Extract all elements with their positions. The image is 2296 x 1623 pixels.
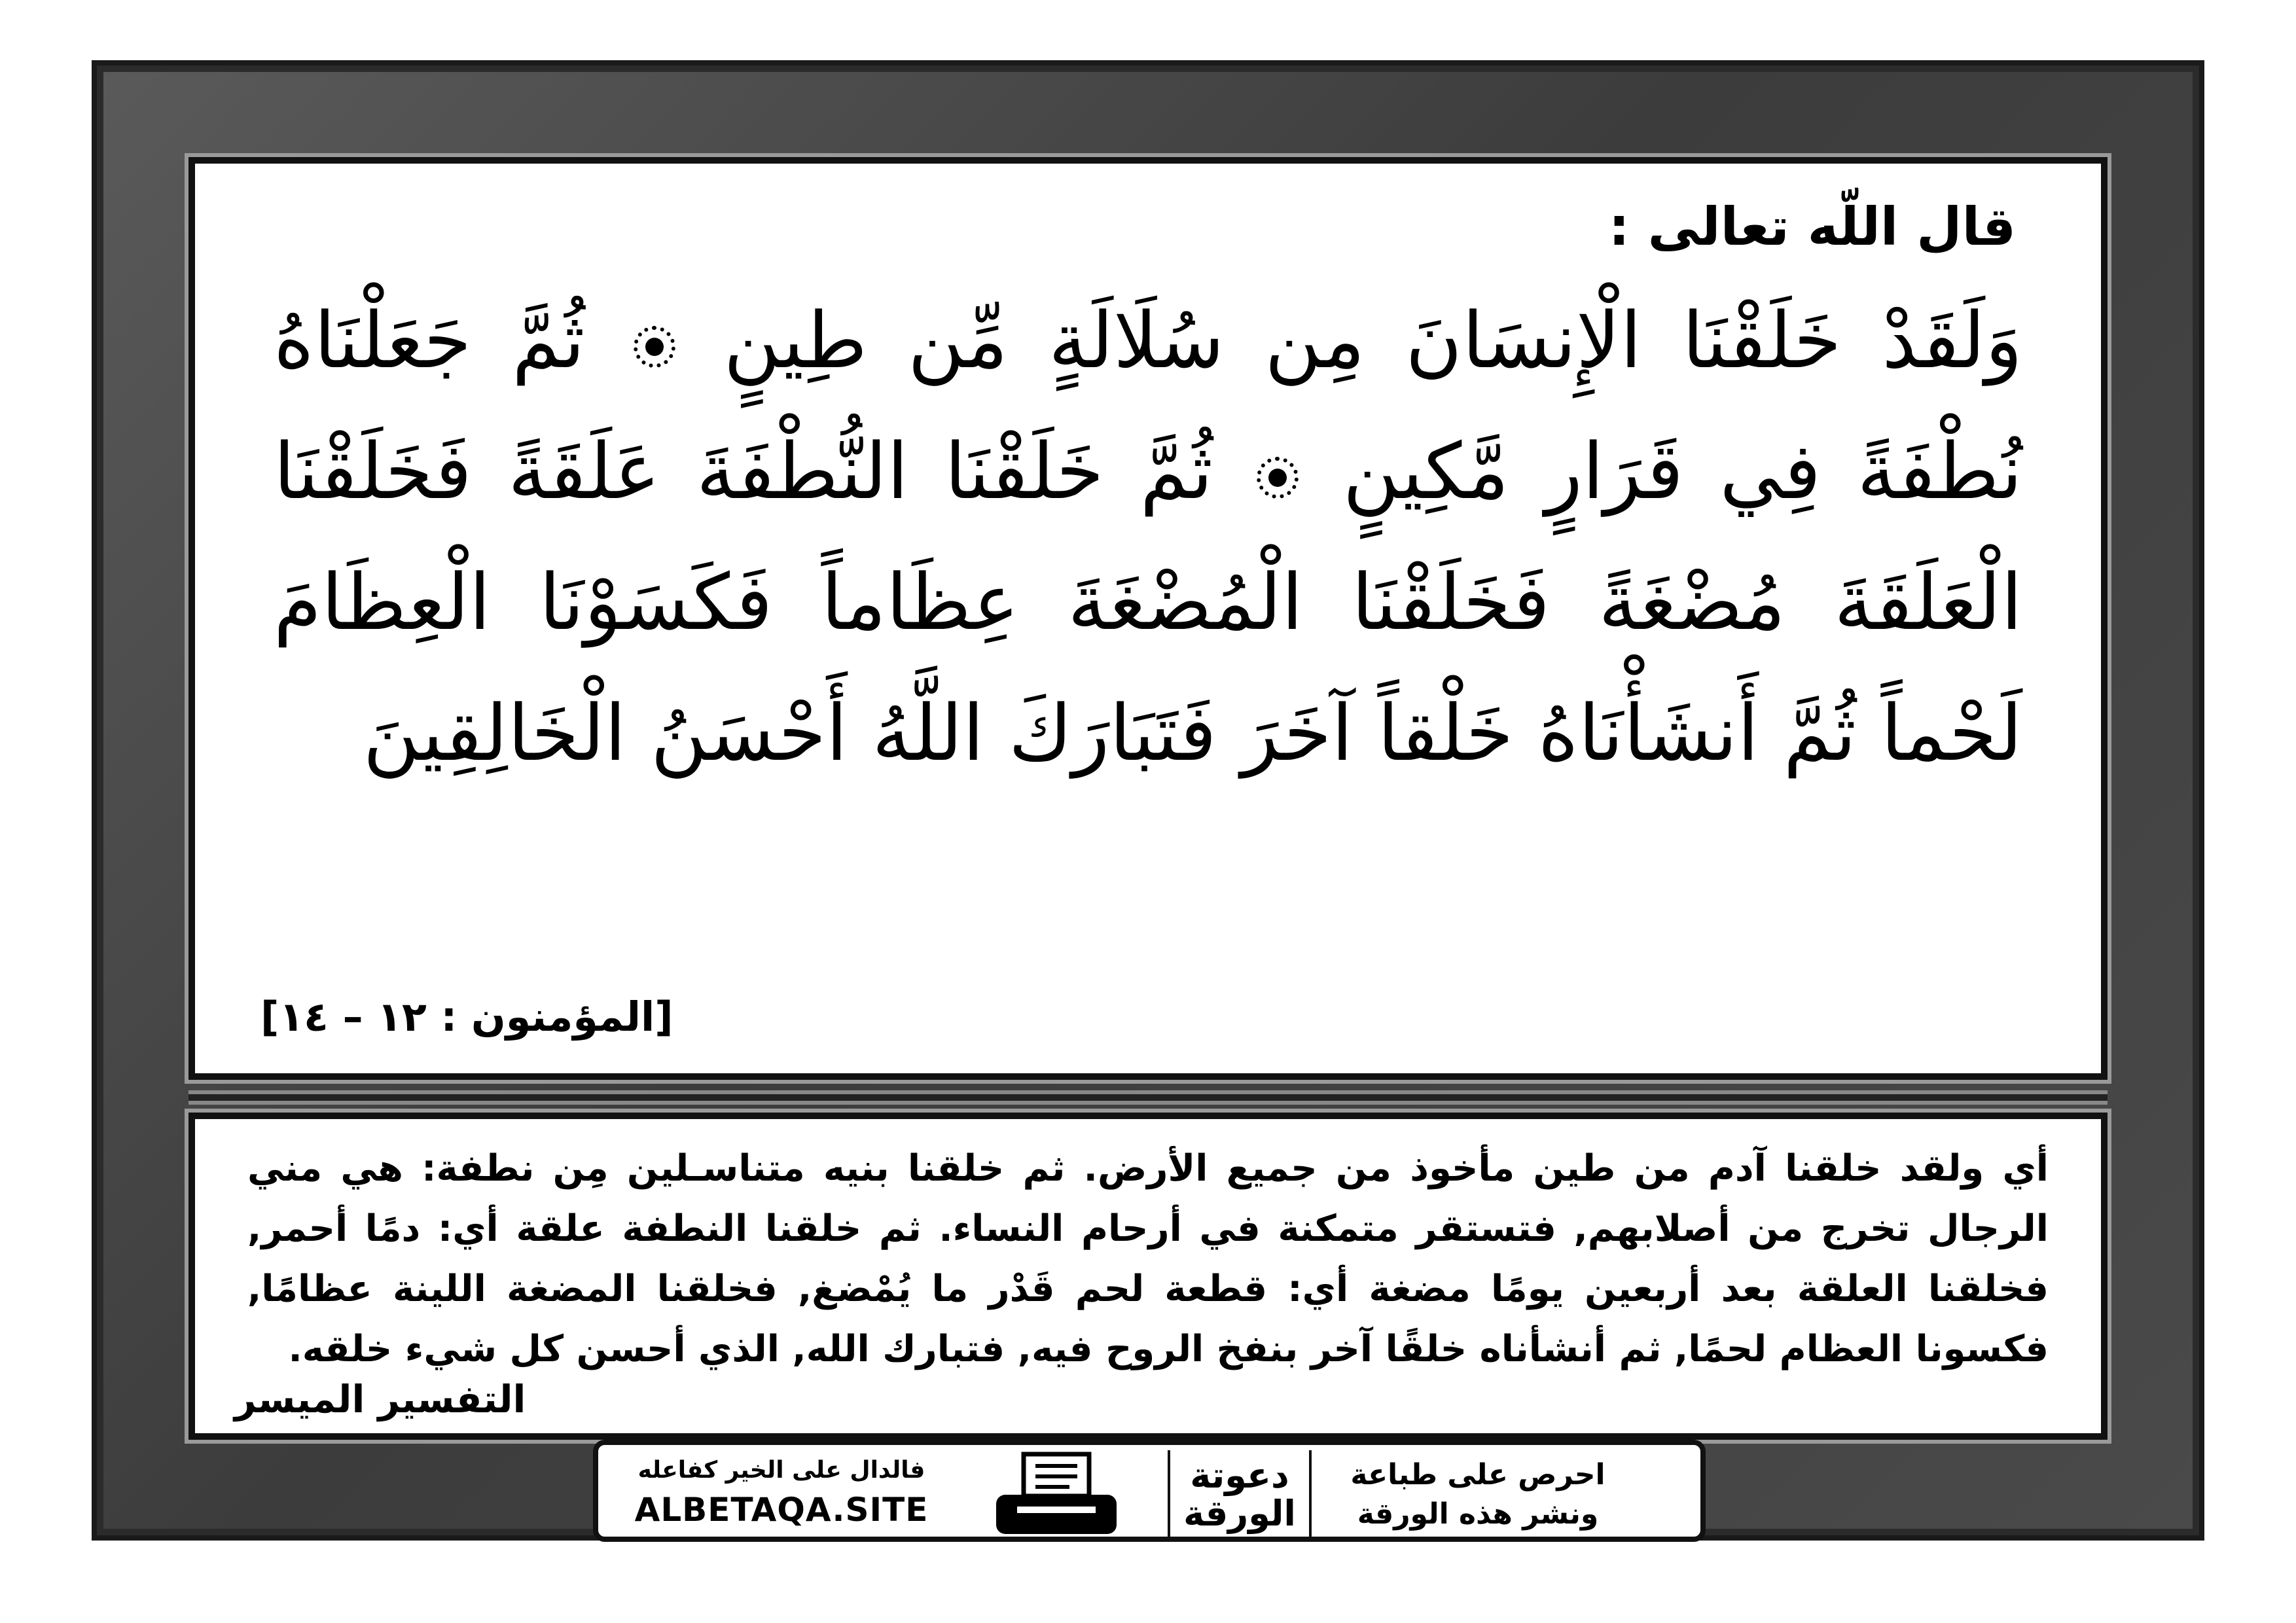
call-line-1: احرص على طباعة xyxy=(1350,1458,1605,1491)
logo-line-1: دعوتة xyxy=(1190,1455,1289,1496)
surah-reference: [المؤمنون : ١٢ – ١٤] xyxy=(260,993,673,1041)
footer-motto: فالدال على الخير كفاعله xyxy=(637,1457,925,1484)
verse-panel xyxy=(188,157,2108,1080)
print-call-to-action xyxy=(1295,1455,1661,1534)
verse-line-2: ثُمَّ جَعَلْنَاهُ نُطْفَةً فِي قَرَارٍ مَّكِينٍ xyxy=(274,295,2023,516)
site-link[interactable]: ALBETAQA.SITE xyxy=(634,1491,929,1529)
verse-line-3: ثُمَّ خَلَقْنَا النُّطْفَةَ عَلَقَةً فَخَلَقْنَا الْعَلَقَةَ مُضْغَةً فَخَلَقْنَا الْمُضْغَةَ عِظَاماً فَكَسَوْنَا الْعِظَامَ لَحْماً ثُمَّ أَنشَأْنَاهُ خَلْقاً آخَرَ فَتَبَارَكَ اللَّهُ أَحْسَنُ الْخَالِقِينَ xyxy=(274,426,2022,778)
call-line-2: ونشر هذه الورقة xyxy=(1357,1497,1599,1531)
printer-icon xyxy=(991,1452,1122,1538)
panel-divider xyxy=(188,1090,2108,1105)
ayah-end-marker-icon xyxy=(1257,457,1299,499)
verse-intro: قال اللّه تعالى : xyxy=(1608,196,2016,257)
tafsir-panel xyxy=(188,1113,2108,1440)
quran-verse xyxy=(274,275,2022,798)
ayah-end-marker-icon xyxy=(634,326,675,368)
daawat-alwaraqa-logo xyxy=(1168,1450,1312,1539)
tafsir-text: أي ولقد خلقنا آدم من طين مأخوذ من جميع الأرض. ثم خلقنا بنيه متناسـلين مِن نطفة: هي مني الرجال تخرج من أصلابهم, فتستقر متمكنة في أرحام النساء. ثم خلقنا النطفة علقة أي: دمًا أحمر, فخلقنا العلقة بعد أربعين يومًا مضغة أي: قطعة لحم قَدْر ما يُمْضغ, فخلقنا المضغة اللينة عظامًا, فكسونا العظام لحمًا, ثم أنشأناه خلقًا آخر بنفخ الروح فيه, فتبارك الله, الذي أحسن كل شيء خلقه. xyxy=(247,1147,2049,1370)
verse-line-1: وَلَقَدْ خَلَقْنَا الْإِنسَانَ مِن سُلَالَةٍ مِّن طِينٍ xyxy=(723,295,2023,385)
footer-banner xyxy=(593,1440,1706,1542)
logo-line-2: الورقة xyxy=(1183,1493,1296,1534)
tafsir-source: التفسير الميسر xyxy=(234,1377,526,1421)
